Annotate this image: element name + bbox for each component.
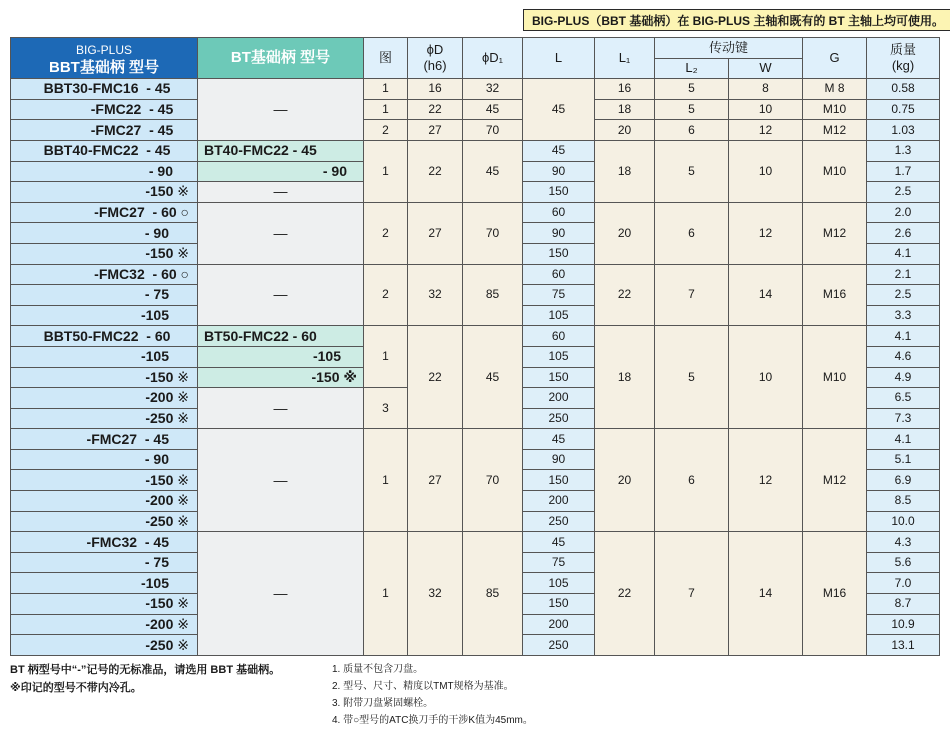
bbt-model-cell: -FMC27 - 60 ○ bbox=[11, 202, 198, 223]
no-coolant-mark: ※ bbox=[177, 512, 189, 529]
bbt-model-cell: -150 ※ bbox=[11, 367, 198, 388]
bbt-model-cell: BBT50-FMC22 - 60 bbox=[11, 326, 198, 347]
l1-cell: 22 bbox=[595, 532, 655, 656]
l-cell: 200 bbox=[523, 388, 595, 409]
bbt-model-cell: -200 ※ bbox=[11, 614, 198, 635]
footnote: 2. 型号、尺寸、精度以TMT规格为基准。 bbox=[332, 681, 514, 692]
col-bt-model: BT基础柄 型号 bbox=[198, 38, 364, 79]
mass-cell: 2.5 bbox=[867, 285, 940, 306]
bt-model-cell: — bbox=[198, 388, 364, 429]
no-coolant-mark: ※ bbox=[177, 492, 189, 509]
col-bbt-model: BIG-PLUS BBT基础柄 型号 bbox=[11, 38, 198, 79]
bbt-model-cell: -150 ※ bbox=[11, 594, 198, 615]
l-cell: 250 bbox=[523, 511, 595, 532]
d-cell: 32 bbox=[408, 532, 463, 656]
w-cell: 14 bbox=[729, 264, 803, 326]
table-row bbox=[11, 99, 940, 120]
bbt-model-cell: -200 ※ bbox=[11, 491, 198, 512]
fig-cell: 2 bbox=[364, 202, 408, 264]
mass-cell: 13.1 bbox=[867, 635, 940, 656]
bt-model-cell: — bbox=[198, 264, 364, 326]
w-cell: 12 bbox=[729, 202, 803, 264]
mass-cell: 0.75 bbox=[867, 99, 940, 120]
l-cell: 200 bbox=[523, 614, 595, 635]
bbt-model-cell: -150 ※ bbox=[11, 243, 198, 264]
bbt-model-cell: -FMC32 - 60 ○ bbox=[11, 264, 198, 285]
l-cell: 105 bbox=[523, 305, 595, 326]
mass-cell: 10.9 bbox=[867, 614, 940, 635]
mass-cell: 1.03 bbox=[867, 120, 940, 141]
l-cell: 250 bbox=[523, 408, 595, 429]
l2-cell: 5 bbox=[655, 99, 729, 120]
atc-circle-mark: ○ bbox=[180, 204, 189, 221]
bt-model-cell: BT40-FMC22 - 45 bbox=[198, 140, 364, 161]
d1-cell: 45 bbox=[463, 140, 523, 202]
table-row bbox=[11, 140, 940, 161]
l-cell: 60 bbox=[523, 264, 595, 285]
no-coolant-mark: ※ bbox=[177, 368, 189, 385]
table-row bbox=[11, 120, 940, 141]
mass-cell: 5.6 bbox=[867, 552, 940, 573]
d-cell: 16 bbox=[408, 79, 463, 100]
d1-cell: 70 bbox=[463, 120, 523, 141]
l-cell: 75 bbox=[523, 285, 595, 306]
bbt-model-cell: -250 ※ bbox=[11, 511, 198, 532]
l2-cell: 6 bbox=[655, 120, 729, 141]
fig-cell: 1 bbox=[364, 99, 408, 120]
l-cell: 90 bbox=[523, 449, 595, 470]
l-cell: 150 bbox=[523, 594, 595, 615]
d1-cell: 85 bbox=[463, 532, 523, 656]
l-cell: 75 bbox=[523, 552, 595, 573]
no-coolant-mark: ※ bbox=[177, 389, 189, 406]
col-g: G bbox=[803, 38, 867, 79]
mass-cell: 2.0 bbox=[867, 202, 940, 223]
l2-cell: 5 bbox=[655, 326, 729, 429]
table-row bbox=[11, 326, 940, 347]
l-cell: 90 bbox=[523, 223, 595, 244]
w-cell: 12 bbox=[729, 429, 803, 532]
d1-cell: 70 bbox=[463, 429, 523, 532]
table-row bbox=[11, 202, 940, 223]
d-cell: 22 bbox=[408, 140, 463, 202]
table-row bbox=[11, 79, 940, 100]
mass-cell: 7.0 bbox=[867, 573, 940, 594]
l1-cell: 18 bbox=[595, 326, 655, 429]
bbt-model-cell: -200 ※ bbox=[11, 388, 198, 409]
bt-model-cell: -105 bbox=[198, 346, 364, 367]
w-cell: 12 bbox=[729, 120, 803, 141]
compatibility-note: BIG-PLUS（BBT 基础柄）在 BIG-PLUS 主轴和既有的 BT 主轴上均可使用。 bbox=[523, 9, 950, 31]
bt-model-cell: -150 ※ bbox=[198, 367, 364, 388]
col-l2: L₂ bbox=[655, 58, 729, 79]
mass-cell: 6.5 bbox=[867, 388, 940, 409]
bt-model-cell: — bbox=[198, 532, 364, 656]
col-mass: 质量 (kg) bbox=[867, 38, 940, 79]
l-cell: 90 bbox=[523, 161, 595, 182]
atc-circle-mark: ○ bbox=[180, 265, 189, 282]
l-cell: 150 bbox=[523, 367, 595, 388]
g-cell: M10 bbox=[803, 99, 867, 120]
l1-cell: 20 bbox=[595, 429, 655, 532]
col-d1: ϕD₁ bbox=[463, 38, 523, 79]
mass-cell: 2.1 bbox=[867, 264, 940, 285]
l-cell: 150 bbox=[523, 182, 595, 203]
bbt-model-cell: - 90 bbox=[11, 223, 198, 244]
spec-table bbox=[10, 37, 940, 656]
w-cell: 10 bbox=[729, 99, 803, 120]
bbt-model-cell: - 90 bbox=[11, 449, 198, 470]
footnotes-left bbox=[10, 661, 280, 697]
bbt-model-cell: -250 ※ bbox=[11, 408, 198, 429]
bbt-model-cell: -FMC27 - 45 bbox=[11, 120, 198, 141]
mass-cell: 4.3 bbox=[867, 532, 940, 553]
l-cell: 45 bbox=[523, 429, 595, 450]
l1-cell: 20 bbox=[595, 202, 655, 264]
col-l1: L₁ bbox=[595, 38, 655, 79]
bt-model-cell: — bbox=[198, 79, 364, 141]
l2-cell: 7 bbox=[655, 264, 729, 326]
table-row bbox=[11, 264, 940, 285]
bt-model-cell: BT50-FMC22 - 60 bbox=[198, 326, 364, 347]
d-cell: 22 bbox=[408, 326, 463, 429]
l2-cell: 5 bbox=[655, 79, 729, 100]
footnote: 3. 附带刀盘紧固螺栓。 bbox=[332, 698, 434, 709]
l-cell: 45 bbox=[523, 532, 595, 553]
d1-cell: 85 bbox=[463, 264, 523, 326]
mass-cell: 4.1 bbox=[867, 429, 940, 450]
footnote: ※印记的型号不带内冷孔。 bbox=[10, 682, 142, 694]
col-l: L bbox=[523, 38, 595, 79]
l-cell: 150 bbox=[523, 243, 595, 264]
l1-cell: 16 bbox=[595, 79, 655, 100]
l-cell: 60 bbox=[523, 326, 595, 347]
l2-cell: 5 bbox=[655, 140, 729, 202]
bbt-model-cell: -FMC32 - 45 bbox=[11, 532, 198, 553]
col-key: 传动键 bbox=[655, 38, 803, 59]
l-cell: 105 bbox=[523, 346, 595, 367]
bbt-model-cell: - 90 bbox=[11, 161, 198, 182]
d-cell: 27 bbox=[408, 202, 463, 264]
d-cell: 27 bbox=[408, 429, 463, 532]
mass-cell: 7.3 bbox=[867, 408, 940, 429]
no-coolant-mark: ※ bbox=[177, 183, 189, 200]
footnote: 4. 带○型号的ATC换刀手的干涉K值为45mm。 bbox=[332, 715, 533, 726]
bt-model-cell: — bbox=[198, 202, 364, 264]
l1-cell: 22 bbox=[595, 264, 655, 326]
g-cell: M12 bbox=[803, 202, 867, 264]
bt-model-cell: - 90 bbox=[198, 161, 364, 182]
mass-cell: 4.6 bbox=[867, 346, 940, 367]
footnote: BT 柄型号中“-”记号的无标准品，请选用 BBT 基础柄。 bbox=[10, 664, 281, 676]
no-coolant-mark: ※ bbox=[177, 636, 189, 653]
mass-cell: 3.3 bbox=[867, 305, 940, 326]
fig-cell: 1 bbox=[364, 326, 408, 388]
l-cell: 150 bbox=[523, 470, 595, 491]
d1-cell: 45 bbox=[463, 99, 523, 120]
l2-cell: 7 bbox=[655, 532, 729, 656]
col-d: ϕD (h6) bbox=[408, 38, 463, 79]
mass-cell: 2.6 bbox=[867, 223, 940, 244]
bbt-model-cell: -250 ※ bbox=[11, 635, 198, 656]
mass-cell: 1.3 bbox=[867, 140, 940, 161]
bbt-model-cell: -FMC27 - 45 bbox=[11, 429, 198, 450]
table-row bbox=[11, 429, 940, 450]
bbt-model-cell: -105 bbox=[11, 305, 198, 326]
fig-cell: 2 bbox=[364, 120, 408, 141]
d-cell: 32 bbox=[408, 264, 463, 326]
d-cell: 27 bbox=[408, 120, 463, 141]
bbt-model-cell: BBT30-FMC16 - 45 bbox=[11, 79, 198, 100]
fig-cell: 1 bbox=[364, 79, 408, 100]
mass-cell: 2.5 bbox=[867, 182, 940, 203]
bt-model-cell: — bbox=[198, 182, 364, 203]
d-cell: 22 bbox=[408, 99, 463, 120]
bbt-model-cell: -150 ※ bbox=[11, 182, 198, 203]
fig-cell: 1 bbox=[364, 532, 408, 656]
no-coolant-mark: ※ bbox=[177, 595, 189, 612]
no-coolant-mark: ※ bbox=[177, 615, 189, 632]
l-cell: 45 bbox=[523, 79, 595, 141]
bbt-model-cell: -150 ※ bbox=[11, 470, 198, 491]
mass-cell: 8.7 bbox=[867, 594, 940, 615]
mass-cell: 0.58 bbox=[867, 79, 940, 100]
l1-cell: 20 bbox=[595, 120, 655, 141]
l-cell: 200 bbox=[523, 491, 595, 512]
mass-cell: 5.1 bbox=[867, 449, 940, 470]
g-cell: M12 bbox=[803, 120, 867, 141]
bbt-model-cell: - 75 bbox=[11, 552, 198, 573]
g-cell: M16 bbox=[803, 264, 867, 326]
fig-cell: 2 bbox=[364, 264, 408, 326]
w-cell: 8 bbox=[729, 79, 803, 100]
g-cell: M 8 bbox=[803, 79, 867, 100]
w-cell: 10 bbox=[729, 140, 803, 202]
fig-cell: 1 bbox=[364, 429, 408, 532]
fig-cell: 1 bbox=[364, 140, 408, 202]
mass-cell: 4.9 bbox=[867, 367, 940, 388]
table-row bbox=[11, 532, 940, 553]
l-cell: 60 bbox=[523, 202, 595, 223]
mass-cell: 1.7 bbox=[867, 161, 940, 182]
g-cell: M10 bbox=[803, 326, 867, 429]
l1-cell: 18 bbox=[595, 140, 655, 202]
bbt-model-cell: - 75 bbox=[11, 285, 198, 306]
no-coolant-mark: ※ bbox=[177, 245, 189, 262]
mass-cell: 10.0 bbox=[867, 511, 940, 532]
bbt-model-cell: -105 bbox=[11, 346, 198, 367]
l2-cell: 6 bbox=[655, 429, 729, 532]
mass-cell: 4.1 bbox=[867, 243, 940, 264]
g-cell: M12 bbox=[803, 429, 867, 532]
g-cell: M10 bbox=[803, 140, 867, 202]
mass-cell: 4.1 bbox=[867, 326, 940, 347]
l-cell: 45 bbox=[523, 140, 595, 161]
w-cell: 14 bbox=[729, 532, 803, 656]
l1-cell: 18 bbox=[595, 99, 655, 120]
footnotes-right bbox=[332, 661, 533, 729]
bbt-model-cell: -105 bbox=[11, 573, 198, 594]
col-fig: 图 bbox=[364, 38, 408, 79]
col-w: W bbox=[729, 58, 803, 79]
bt-model-cell: — bbox=[198, 429, 364, 532]
no-coolant-mark: ※ bbox=[177, 409, 189, 426]
no-coolant-mark: ※ bbox=[177, 471, 189, 488]
l-cell: 105 bbox=[523, 573, 595, 594]
bbt-model-cell: BBT40-FMC22 - 45 bbox=[11, 140, 198, 161]
mass-cell: 8.5 bbox=[867, 491, 940, 512]
footnote: 1. 质量不包含刀盘。 bbox=[332, 664, 424, 675]
d1-cell: 32 bbox=[463, 79, 523, 100]
w-cell: 10 bbox=[729, 326, 803, 429]
l-cell: 250 bbox=[523, 635, 595, 656]
fig-cell: 3 bbox=[364, 388, 408, 429]
mass-cell: 6.9 bbox=[867, 470, 940, 491]
d1-cell: 45 bbox=[463, 326, 523, 429]
d1-cell: 70 bbox=[463, 202, 523, 264]
l2-cell: 6 bbox=[655, 202, 729, 264]
g-cell: M16 bbox=[803, 532, 867, 656]
bbt-model-cell: -FMC22 - 45 bbox=[11, 99, 198, 120]
